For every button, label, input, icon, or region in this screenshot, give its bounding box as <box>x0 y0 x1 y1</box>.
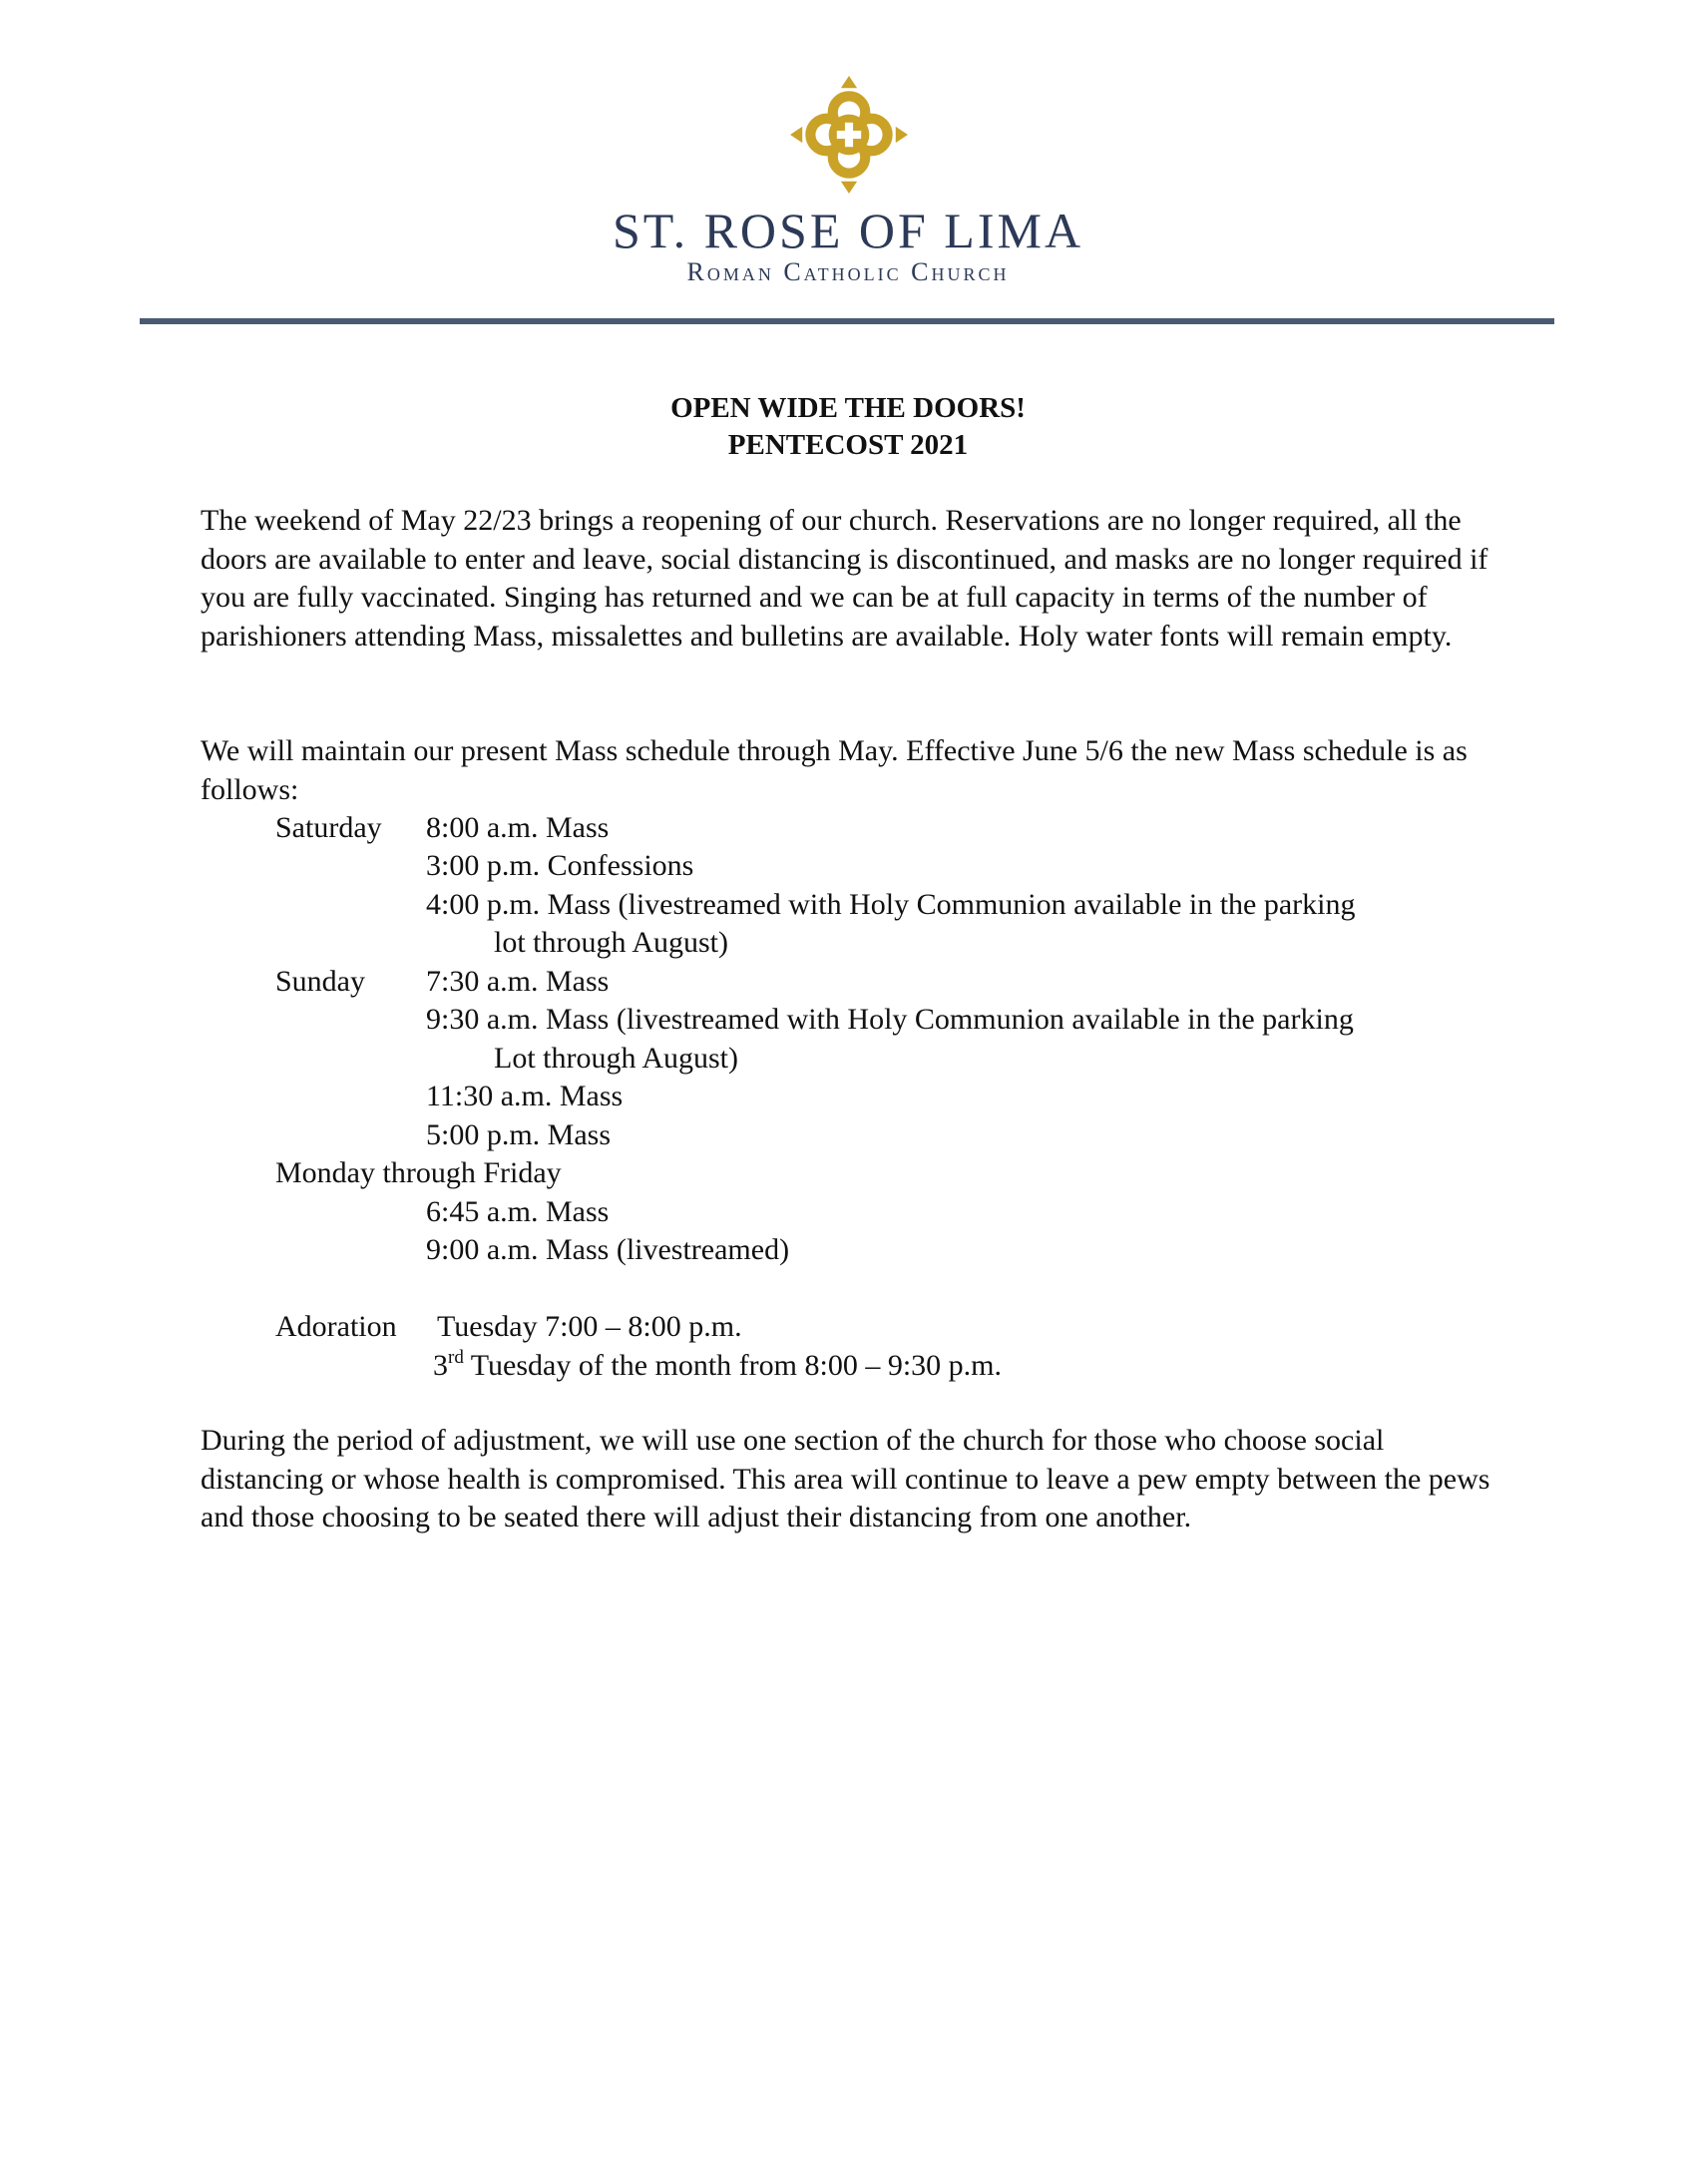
adoration-monthly-text: Tuesday of the month from 8:00 – 9:30 p.m. <box>463 1349 1002 1382</box>
adoration-label: Adoration <box>275 1310 397 1343</box>
schedule-item: 8:00 a.m. Mass <box>426 811 610 844</box>
schedule-item: 3:00 p.m. Confessions <box>426 849 694 882</box>
schedule-item: 5:00 p.m. Mass <box>426 1118 612 1151</box>
schedule-item: 6:45 a.m. Mass <box>426 1195 610 1228</box>
schedule-item: 7:30 a.m. Mass <box>426 965 610 998</box>
schedule-item: 9:30 a.m. Mass (livestreamed with Holy Communion available in the parking <box>426 1003 1354 1036</box>
header-divider <box>140 318 1554 324</box>
closing-paragraph: During the period of adjustment, we will use one section of the church for those who choose social distancing or whose health is compromised. This area will continue to leave a pew empty between the pews and those choosing to be seated there will adjust their distancing from one another. <box>201 1424 1490 1533</box>
document-title: OPEN WIDE THE DOORS! <box>670 392 1026 424</box>
schedule-item: 4:00 p.m. Mass (livestreamed with Holy Communion available in the parking <box>426 888 1356 921</box>
intro-paragraph: The weekend of May 22/23 brings a reopening of our church. Reservations are no longer required, all the doors are available to enter and leave, social distancing is discontinued, and masks are no longer required if you are fully vaccinated. Singing has returned and we can be at full capacity in terms of the number of parishioners attending Mass, missalettes and bulletins are available. Holy water fonts will remain empty. <box>201 504 1488 653</box>
adoration-monthly <box>433 1347 1002 1386</box>
church-subtitle: Roman Catholic Church <box>686 257 1010 286</box>
schedule-item: 9:00 a.m. Mass (livestreamed) <box>426 1233 790 1266</box>
schedule-item: 11:30 a.m. Mass <box>426 1080 624 1112</box>
document-subtitle: PENTECOST 2021 <box>727 429 969 461</box>
adoration-time: Tuesday 7:00 – 8:00 p.m. <box>437 1310 742 1343</box>
schedule-day-sunday: Sunday <box>275 965 365 998</box>
schedule-item-continuation: lot through August) <box>494 926 729 959</box>
schedule-day-saturday: Saturday <box>275 811 382 844</box>
schedule-item-continuation: Lot through August) <box>494 1042 738 1075</box>
schedule-intro-paragraph: We will maintain our present Mass schedule through May. Effective June 5/6 the new Mass schedule is as follows: <box>201 734 1468 806</box>
adoration-ordinal: 3 <box>433 1349 448 1382</box>
church-name: ST. ROSE OF LIMA <box>612 203 1084 258</box>
schedule-day-weekday: Monday through Friday <box>275 1156 562 1189</box>
adoration-ordinal-suffix: rd <box>448 1347 464 1368</box>
gold-quatrefoil-cross-icon <box>788 74 910 196</box>
